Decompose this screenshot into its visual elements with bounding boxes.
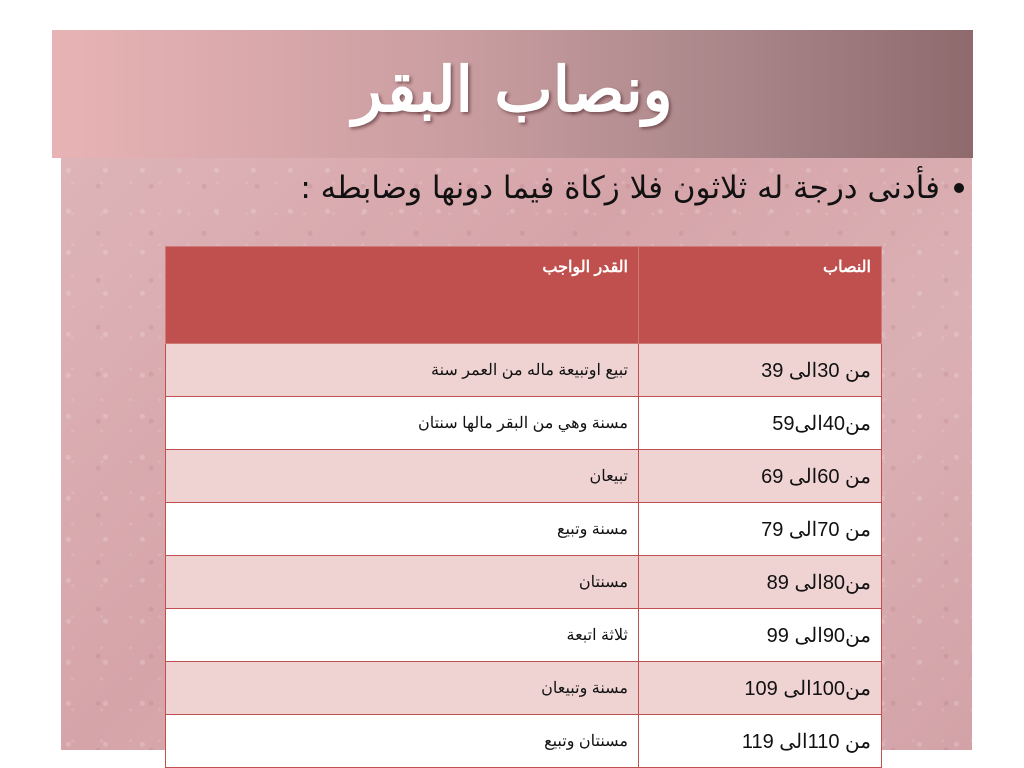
table-row bbox=[166, 662, 882, 715]
header-wajib: القدر الواجب bbox=[166, 247, 639, 344]
cell-wajib: تبيعان bbox=[166, 450, 639, 503]
cell-nisab: من 110الى 119 bbox=[639, 715, 882, 768]
header-nisab: النصاب bbox=[639, 247, 882, 344]
cell-wajib: مسنتان وتبيع bbox=[166, 715, 639, 768]
cell-wajib: تبيع اوتبيعة ماله من العمر سنة bbox=[166, 344, 639, 397]
table-row bbox=[166, 609, 882, 662]
cell-nisab: من 60الى 69 bbox=[639, 450, 882, 503]
table-row bbox=[166, 556, 882, 609]
cell-nisab: من 30الى 39 bbox=[639, 344, 882, 397]
cell-wajib: مسنة وتبيع bbox=[166, 503, 639, 556]
cell-nisab: من40الى59 bbox=[639, 397, 882, 450]
cell-wajib: مسنة وهي من البقر مالها سنتان bbox=[166, 397, 639, 450]
cell-nisab: من100الى 109 bbox=[639, 662, 882, 715]
slide-title: ونصاب البقر bbox=[352, 52, 673, 126]
bullet-dot-icon bbox=[954, 183, 964, 193]
bullet-point bbox=[104, 170, 964, 206]
table-header-row bbox=[166, 247, 882, 344]
nisab-table bbox=[165, 246, 882, 768]
cell-wajib: ثلاثة اتبعة bbox=[166, 609, 639, 662]
table-row bbox=[166, 715, 882, 768]
title-banner bbox=[52, 30, 973, 158]
cell-nisab: من 70الى 79 bbox=[639, 503, 882, 556]
table-row bbox=[166, 503, 882, 556]
table-row bbox=[166, 450, 882, 503]
cell-nisab: من90الى 99 bbox=[639, 609, 882, 662]
bullet-text: فأدنى درجة له ثلاثون فلا زكاة فيما دونها وضابطه : bbox=[300, 170, 940, 206]
cell-nisab: من80الى 89 bbox=[639, 556, 882, 609]
table-row bbox=[166, 397, 882, 450]
table-row bbox=[166, 344, 882, 397]
cell-wajib: مسنة وتبيعان bbox=[166, 662, 639, 715]
cell-wajib: مسنتان bbox=[166, 556, 639, 609]
